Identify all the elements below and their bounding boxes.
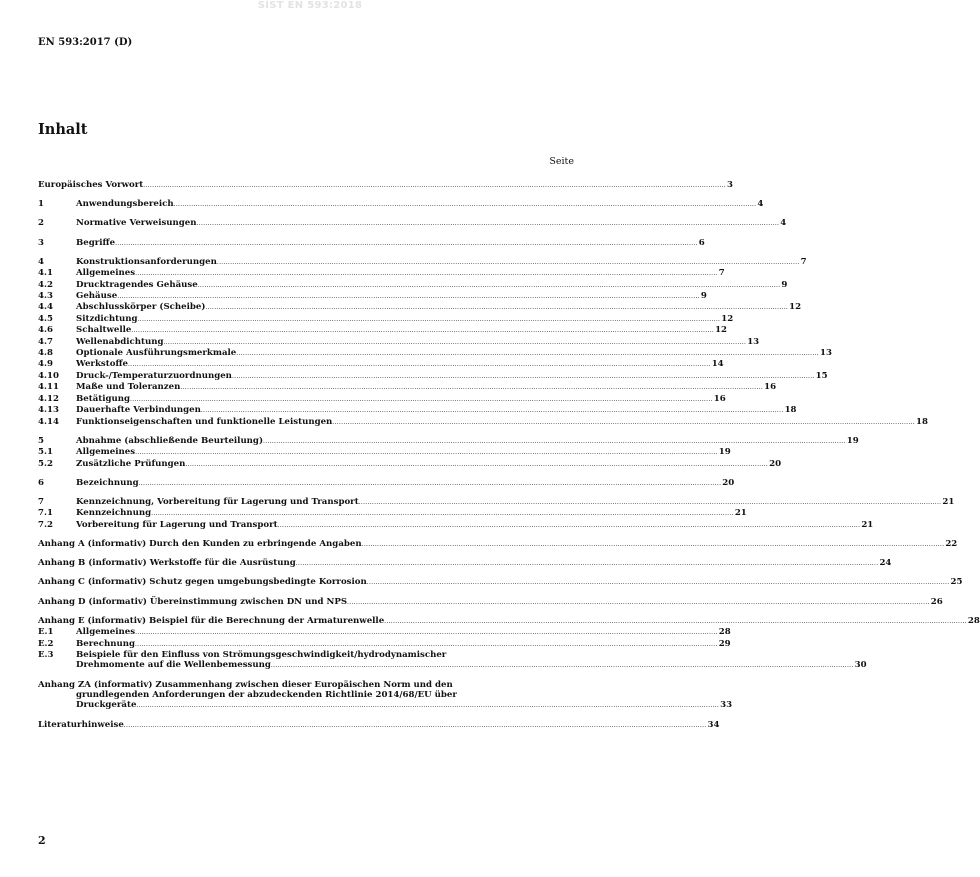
toc-leader-dots bbox=[128, 359, 711, 370]
toc-entry-title: Anhang D (informativ) Übereinstimmung zwischen DN und NPS bbox=[38, 596, 348, 607]
toc-entry[interactable] bbox=[38, 519, 874, 531]
watermark: SIST EN 593:2018 bbox=[257, 0, 363, 11]
toc-entry[interactable] bbox=[38, 268, 725, 279]
toc-entry-number: 4.11 bbox=[38, 382, 59, 393]
toc-entry-title: Kennzeichnung, Vorbereitung für Lagerung und Transport bbox=[76, 496, 359, 507]
toc-entry-page: 18 bbox=[784, 405, 797, 416]
toc-entry-title-line2: grundlegenden Anforderungen der abzudeckenden Richtlinie 2014/68/EU über bbox=[76, 689, 457, 700]
toc-entry[interactable] bbox=[38, 405, 797, 416]
toc-entry-title: Werkstoffe bbox=[76, 359, 128, 370]
toc-entry-number: 7.2 bbox=[38, 519, 53, 530]
toc-entry-page: 16 bbox=[764, 382, 777, 393]
toc-entry-page: 6 bbox=[698, 237, 705, 248]
toc-leader-dots bbox=[359, 497, 942, 508]
toc-entry-page: 7 bbox=[800, 256, 807, 267]
toc-leader-dots bbox=[138, 314, 721, 325]
toc-entry-title: Funktionseigenschaften und funktionelle Leistungen bbox=[76, 416, 333, 427]
toc-leader-dots bbox=[163, 337, 746, 348]
toc-leader-dots bbox=[296, 558, 879, 569]
toc-leader-dots bbox=[197, 218, 780, 229]
toc-entry-page: 7 bbox=[718, 268, 725, 279]
toc-entry-page: 12 bbox=[715, 325, 728, 336]
toc-entry[interactable] bbox=[38, 416, 928, 428]
toc-leader-dots bbox=[201, 405, 784, 416]
toc-entry[interactable] bbox=[38, 237, 705, 249]
toc-leader-dots bbox=[180, 382, 763, 393]
toc-entry-literature[interactable] bbox=[38, 719, 720, 731]
toc-entry-page: 18 bbox=[916, 416, 928, 427]
toc-entry-page: 4 bbox=[757, 199, 764, 210]
toc-leader-dots bbox=[236, 348, 819, 359]
toc-leader-dots bbox=[124, 720, 707, 731]
toc-leader-dots bbox=[271, 660, 854, 671]
toc-entry-title: Anhang B (informativ) Werkstoffe für die Ausrüstung bbox=[38, 558, 296, 569]
toc-entry-page: 19 bbox=[846, 435, 859, 446]
toc-leader-dots bbox=[136, 700, 719, 711]
toc-entry[interactable] bbox=[38, 348, 832, 359]
toc-entry-page: 16 bbox=[713, 393, 726, 404]
toc-leader-dots bbox=[347, 597, 930, 608]
toc-entry[interactable] bbox=[38, 336, 760, 348]
toc-entry-title: Anwendungsbereich bbox=[76, 199, 174, 210]
toc-entry-title-line1: Anhang ZA (informativ) Zusammenhang zwischen dieser Europäischen Norm und den bbox=[38, 679, 453, 690]
toc-leader-dots bbox=[143, 180, 726, 191]
toc-entry-page: 13 bbox=[747, 336, 760, 347]
toc-entry-title: Druck-/Temperaturzuordnungen bbox=[76, 370, 232, 381]
toc-entry[interactable] bbox=[38, 558, 892, 569]
toc-entry-title: Normative Verweisungen bbox=[76, 218, 197, 229]
toc-entry[interactable] bbox=[38, 199, 764, 210]
toc-entry-title: Anhang E (informativ) Beispiel für die Berechnung der Armaturenwelle bbox=[38, 615, 385, 626]
toc-entry-number: 6 bbox=[38, 477, 44, 488]
toc-entry-title: Betätigung bbox=[76, 393, 131, 404]
document-id: EN 593:2017 (D) bbox=[38, 37, 133, 48]
toc-list bbox=[38, 180, 980, 650]
toc-leader-dots bbox=[232, 371, 815, 382]
toc-entry-page: 21 bbox=[942, 496, 955, 507]
toc-entry-title: Europäisches Vorwort bbox=[38, 180, 144, 190]
toc-leader-dots bbox=[135, 627, 718, 638]
toc-entry-title: Vorbereitung für Lagerung und Transport bbox=[76, 519, 278, 530]
toc-entry-title-line2: Drehmomente auf die Wellenbemessung bbox=[76, 660, 271, 671]
toc-entry-number: 2 bbox=[38, 218, 44, 229]
toc-entry-title: Wellenabdichtung bbox=[76, 336, 164, 347]
toc-entry-title: Dauerhafte Verbindungen bbox=[76, 405, 201, 416]
toc-entry[interactable] bbox=[38, 615, 980, 627]
toc-entry-number: 4.12 bbox=[38, 393, 59, 404]
toc-leader-dots bbox=[198, 280, 781, 291]
toc-entry-page: 9 bbox=[700, 291, 707, 302]
toc-entry-number: E.1 bbox=[38, 627, 54, 638]
toc-entry-page: 15 bbox=[815, 370, 828, 381]
toc-entry[interactable] bbox=[38, 279, 788, 291]
toc-entry-title: Abschlusskörper (Scheibe) bbox=[76, 302, 206, 313]
toc-entry-number: 5.2 bbox=[38, 458, 53, 469]
toc-entry-page: 4 bbox=[780, 218, 787, 229]
toc-entry-title: Konstruktionsanforderungen bbox=[76, 256, 217, 267]
toc-entry-page: 33 bbox=[720, 700, 733, 711]
toc-entry-page: 28 bbox=[967, 615, 980, 626]
toc-entry-title: Allgemeines bbox=[76, 627, 136, 638]
toc-entry-number: 4.2 bbox=[38, 279, 53, 290]
toc-entry-number: 3 bbox=[38, 237, 44, 248]
toc-entry-title: Allgemeines bbox=[76, 268, 136, 279]
toc-entry-page: 12 bbox=[721, 313, 734, 324]
toc-entry[interactable] bbox=[38, 393, 726, 405]
toc-entry[interactable] bbox=[38, 291, 707, 302]
toc-entry-page: 34 bbox=[707, 719, 720, 730]
toc-entry-title: Schaltwelle bbox=[76, 325, 132, 336]
toc-leader-dots bbox=[131, 325, 714, 336]
toc-leader-dots bbox=[367, 577, 950, 588]
toc-entry-number: 4.5 bbox=[38, 313, 53, 324]
toc-leader-dots bbox=[117, 291, 700, 302]
toc-entry-page: 21 bbox=[734, 508, 747, 519]
toc-entry-page: 13 bbox=[819, 348, 832, 359]
toc-entry-title: Gehäuse bbox=[76, 291, 118, 302]
toc-leader-dots bbox=[263, 436, 846, 447]
toc-entry-number: 5.1 bbox=[38, 447, 53, 458]
toc-entry-title: Sitzdichtung bbox=[76, 313, 138, 324]
toc-leader-dots bbox=[115, 238, 698, 249]
toc-entry-title: Zusätzliche Prüfungen bbox=[76, 458, 186, 469]
toc-leader-dots bbox=[174, 199, 757, 210]
toc-entry-title: Anhang C (informativ) Schutz gegen umgebungsbedingte Korrosion bbox=[38, 577, 367, 588]
toc-entry-number: 7 bbox=[38, 496, 44, 507]
toc-leader-dots bbox=[135, 268, 718, 279]
toc-entry-number: 4.8 bbox=[38, 348, 53, 359]
toc-leader-dots bbox=[151, 508, 734, 519]
toc-leader-dots bbox=[384, 616, 967, 627]
toc-entry-number: E.2 bbox=[38, 638, 54, 649]
toc-leader-dots bbox=[332, 417, 915, 428]
toc-entry-page: 22 bbox=[945, 538, 958, 549]
toc-entry-title: Begriffe bbox=[76, 237, 116, 248]
toc-entry-page: 30 bbox=[854, 660, 867, 671]
toc-entry[interactable] bbox=[38, 627, 731, 638]
toc-entry-page: 12 bbox=[789, 302, 802, 313]
toc-entry-number: 4.13 bbox=[38, 405, 59, 416]
toc-entry[interactable] bbox=[38, 218, 787, 229]
toc-leader-dots bbox=[205, 302, 788, 313]
toc-entry-title: Bezeichnung bbox=[76, 477, 139, 488]
toc-entry-title-line1: Beispiele für den Einfluss von Strömungsgeschwindigkeit/hydrodynamischer bbox=[76, 649, 447, 660]
toc-entry[interactable] bbox=[38, 180, 733, 191]
toc-leader-dots bbox=[362, 539, 945, 550]
toc-entry[interactable] bbox=[38, 325, 728, 336]
toc-entry[interactable] bbox=[38, 447, 731, 458]
toc-leader-dots bbox=[217, 257, 800, 268]
toc-entry-page: 9 bbox=[781, 279, 788, 290]
toc-entry-title: Optionale Ausführungsmerkmale bbox=[76, 348, 237, 359]
toc-entry[interactable] bbox=[38, 577, 963, 588]
toc-entry[interactable] bbox=[38, 538, 958, 550]
toc-entry[interactable] bbox=[38, 508, 747, 519]
toc-entry-page: 14 bbox=[711, 359, 724, 370]
toc-entry-title: Literaturhinweise bbox=[38, 719, 124, 730]
toc-entry-e3[interactable] bbox=[38, 649, 867, 672]
toc-entry[interactable] bbox=[38, 496, 955, 508]
toc-entry-page: 25 bbox=[950, 577, 963, 588]
toc-entry[interactable] bbox=[38, 435, 859, 447]
toc-entry-number: 4 bbox=[38, 256, 44, 267]
toc-entry[interactable] bbox=[38, 359, 724, 370]
toc-leader-dots bbox=[278, 520, 861, 531]
toc-entry-number: 5 bbox=[38, 435, 44, 446]
toc-leader-dots bbox=[135, 639, 718, 650]
toc-entry-number: 4.3 bbox=[38, 291, 53, 302]
toc-entry[interactable] bbox=[38, 477, 735, 489]
seite-label: Seite bbox=[549, 156, 574, 167]
toc-entry[interactable] bbox=[38, 302, 802, 313]
toc-entry-number: 4.4 bbox=[38, 302, 53, 313]
toc-entry-annex-za[interactable] bbox=[38, 679, 733, 712]
toc-entry-title: Berechnung bbox=[76, 638, 135, 649]
toc-entry-number: 4.9 bbox=[38, 359, 53, 370]
toc-entry[interactable] bbox=[38, 370, 828, 382]
toc-entry-title: Maße und Toleranzen bbox=[76, 382, 181, 393]
page-title: Inhalt bbox=[38, 121, 88, 138]
toc-entry-title-line3: Druckgeräte bbox=[76, 700, 137, 711]
toc-entry-page: 24 bbox=[879, 558, 892, 569]
toc-entry-page: 20 bbox=[722, 477, 735, 488]
toc-entry-page: 19 bbox=[718, 447, 731, 458]
toc-entry-number: 1 bbox=[38, 199, 44, 210]
toc-entry[interactable] bbox=[38, 458, 782, 470]
toc-leader-dots bbox=[135, 447, 718, 458]
toc-entry-page: 26 bbox=[930, 596, 943, 607]
toc-leader-dots bbox=[130, 394, 713, 405]
toc-entry[interactable] bbox=[38, 313, 734, 325]
toc-entry-number: 4.14 bbox=[38, 416, 59, 427]
toc-entry-title: Abnahme (abschließende Beurteilung) bbox=[76, 435, 264, 446]
toc-entry-page: 21 bbox=[861, 519, 874, 530]
toc-entry[interactable] bbox=[38, 596, 943, 608]
table-of-contents bbox=[38, 180, 980, 731]
toc-entry-page: 20 bbox=[769, 458, 782, 469]
toc-leader-dots bbox=[185, 459, 768, 470]
toc-entry-title: Allgemeines bbox=[76, 447, 136, 458]
toc-entry-number: E.3 bbox=[38, 649, 54, 660]
toc-entry-title: Kennzeichnung bbox=[76, 508, 152, 519]
toc-entry-number: 4.10 bbox=[38, 370, 59, 381]
toc-entry-page: 29 bbox=[718, 638, 731, 649]
toc-entry[interactable] bbox=[38, 256, 807, 268]
toc-entry-number: 4.6 bbox=[38, 325, 53, 336]
page-number: 2 bbox=[38, 834, 46, 847]
toc-leader-dots bbox=[139, 478, 722, 489]
toc-entry[interactable] bbox=[38, 638, 731, 650]
toc-entry-number: 4.7 bbox=[38, 336, 53, 347]
toc-entry-number: 7.1 bbox=[38, 508, 53, 519]
toc-entry-number: 4.1 bbox=[38, 268, 53, 279]
toc-entry-title: Anhang A (informativ) Durch den Kunden zu erbringende Angaben bbox=[38, 538, 362, 549]
toc-entry[interactable] bbox=[38, 382, 777, 393]
toc-entry-page: 28 bbox=[718, 627, 731, 638]
toc-entry-page: 3 bbox=[727, 180, 733, 190]
toc-entry-title: Drucktragendes Gehäuse bbox=[76, 279, 198, 290]
